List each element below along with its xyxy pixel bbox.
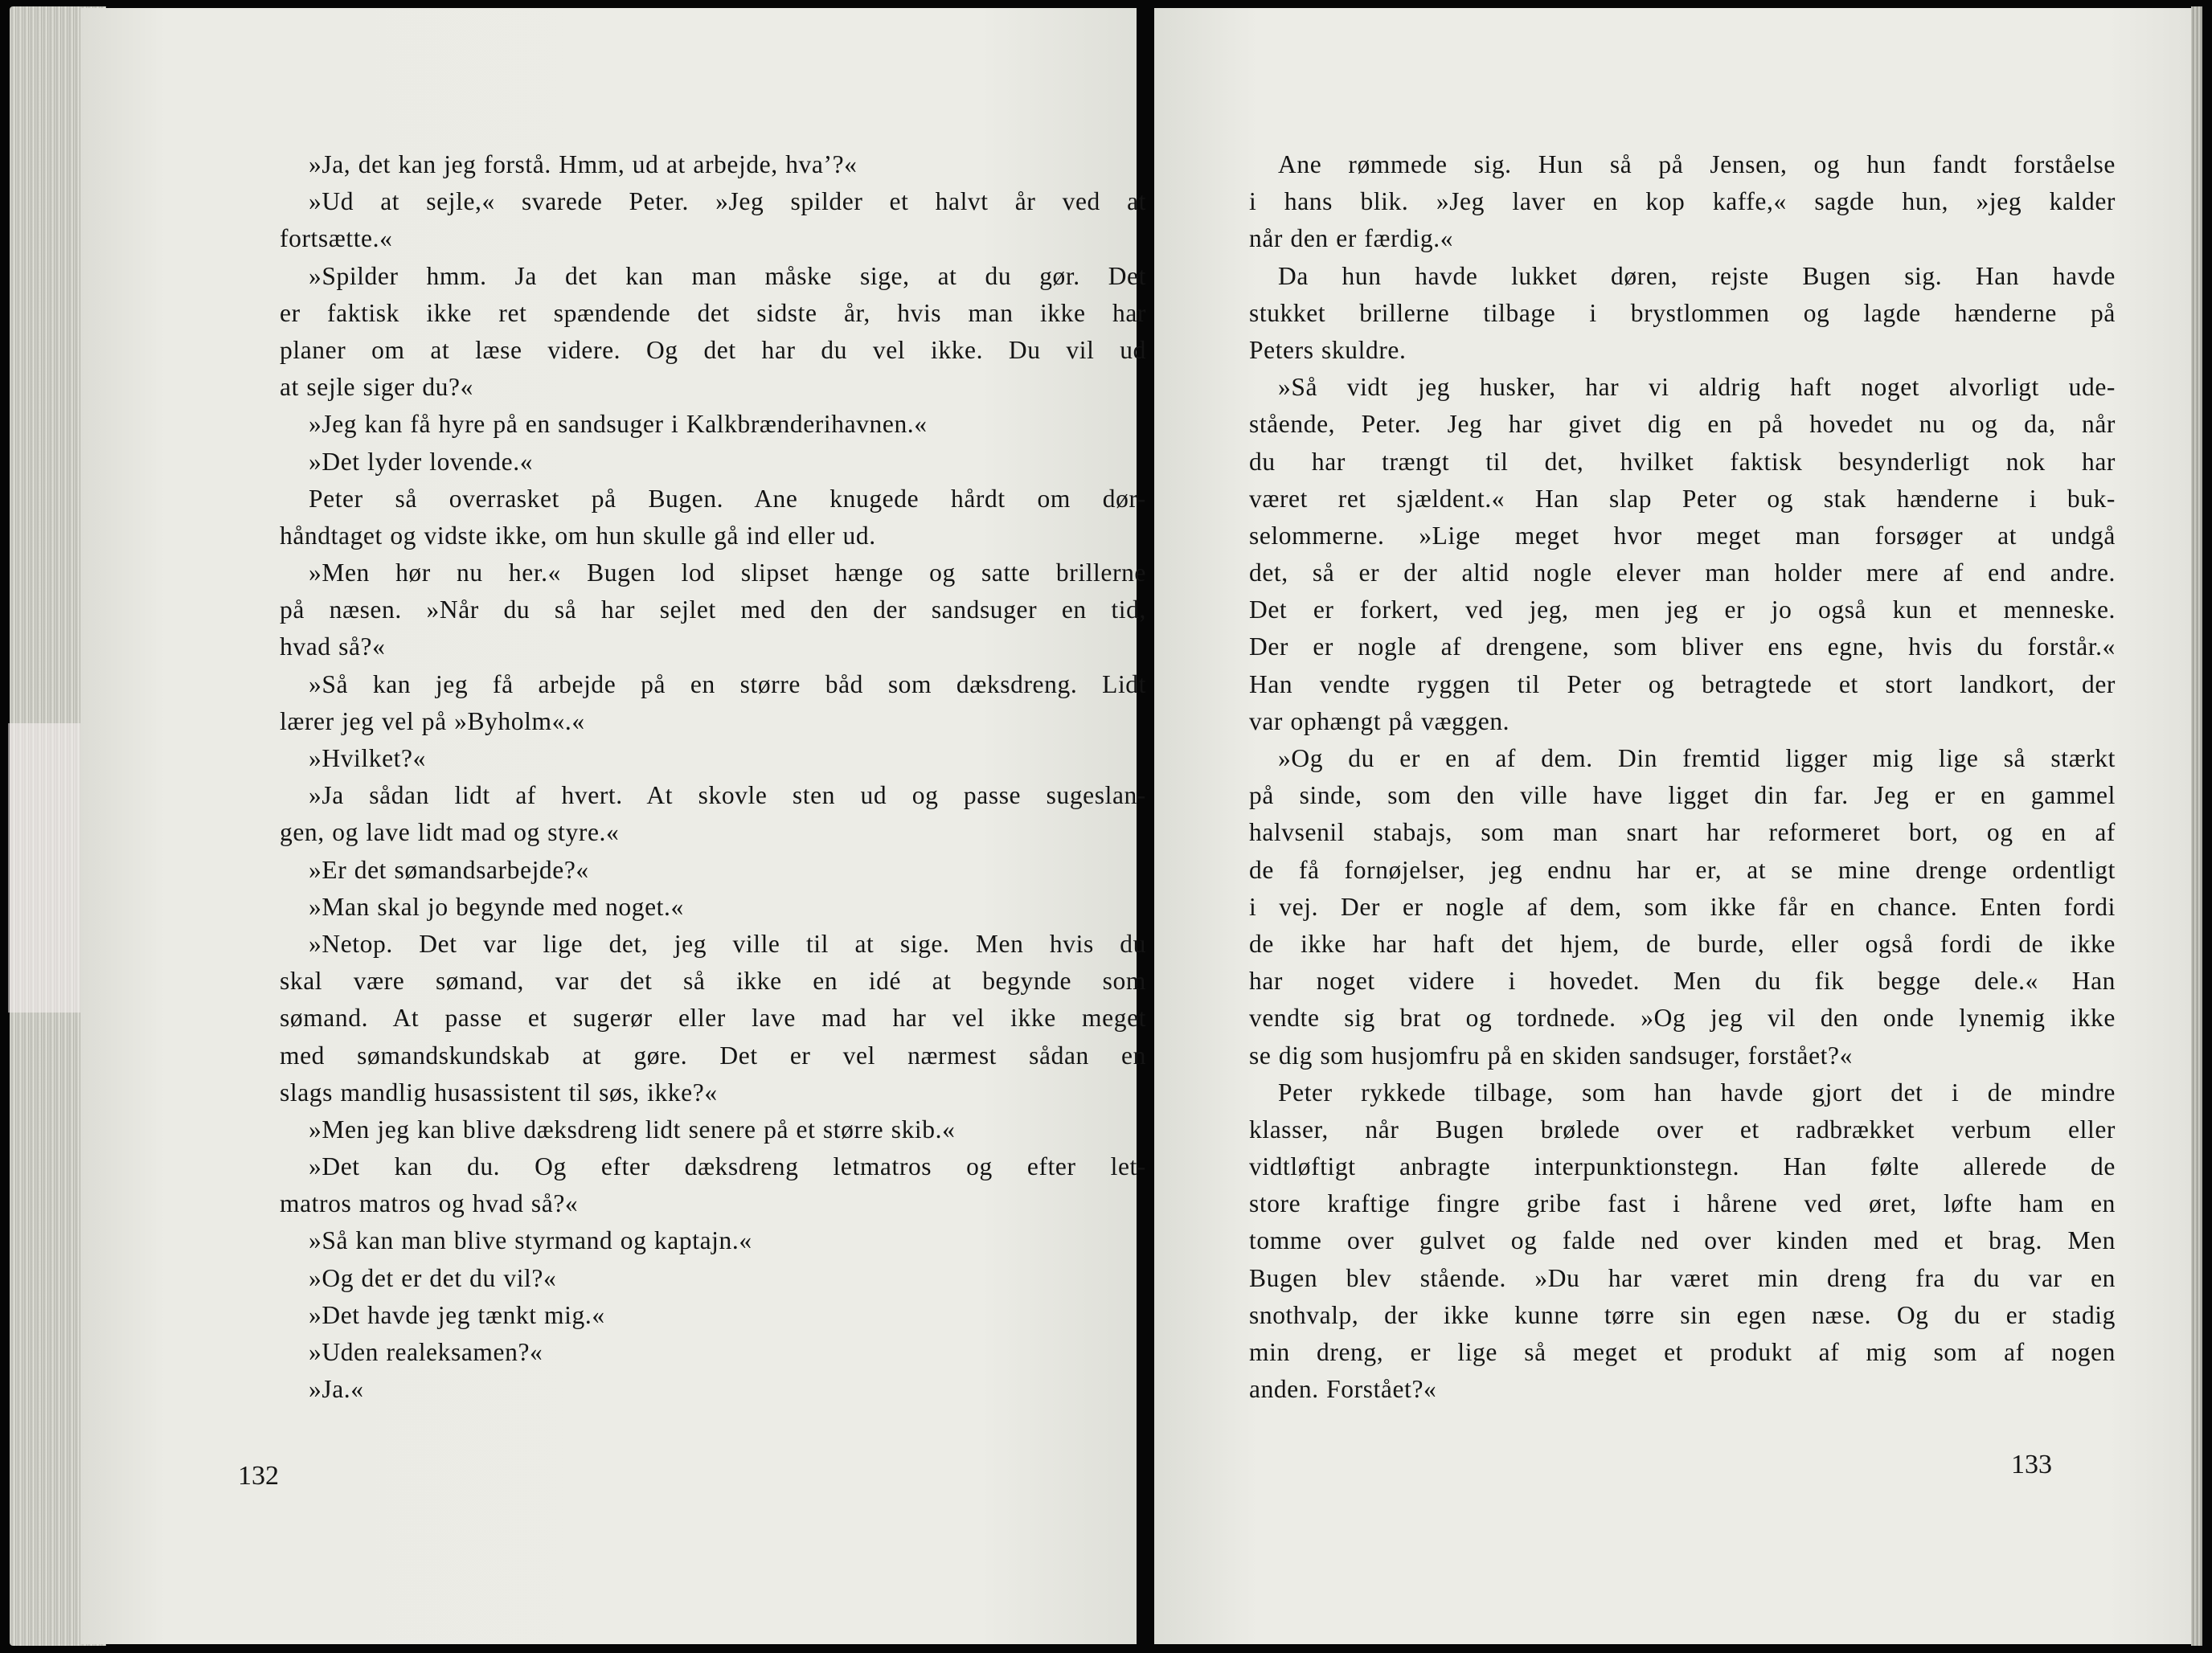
text-line: slags mandlig husassistent til søs, ikke?« (280, 1078, 718, 1107)
text-line: vendte sig brat og tordnede. »Og jeg vil den onde lynemig ikke (1249, 1004, 2116, 1033)
text-line: på næsen. »Når du så har sejlet med den der sandsuger en tid, (280, 595, 1146, 624)
text-line: »Det havde jeg tænkt mig.« (309, 1300, 605, 1329)
text-line: »Uden realeksamen?« (309, 1338, 543, 1366)
text-line: med sømandskundskab at gøre. Det er vel nærmest sådan en (280, 1041, 1146, 1070)
text-line: »Ja, det kan jeg forstå. Hmm, ud at arbejde, hva’?« (309, 150, 858, 178)
text-line: planer om at læse videre. Og det har du vel ikke. Du vil ud (280, 335, 1146, 364)
text-line: »Men hør nu her.« Bugen lod slipset hænge og satte brillerne (309, 559, 1146, 587)
text-line: Peter rykkede tilbage, som han havde gjort det i de mindre (1278, 1078, 2116, 1107)
text-line: de få fornøjelser, jeg endnu har er, at se mine drenge ordentligt (1249, 855, 2116, 884)
text-line: se dig som husjomfru på en skiden sandsuger, forstået?« (1249, 1041, 1853, 1070)
text-line: stående, Peter. Jeg har givet dig en på hovedet nu og da, når (1249, 410, 2116, 439)
text-line: det, så er der altid nogle elever man holder mere af end andre. (1249, 559, 2116, 587)
text-line: Der er nogle af drengene, som bliver ens egne, hvis du forstår.« (1249, 632, 2116, 661)
text-line: »Spilder hmm. Ja det kan man måske sige, at du gør. Det (309, 261, 1146, 290)
text-line: »Og det er det du vil?« (309, 1263, 557, 1292)
text-line: er faktisk ikke ret spændende det sidste år, hvis man ikke har (280, 298, 1146, 327)
text-line: lærer jeg vel på »Byholm«.« (280, 706, 585, 735)
text-line: min dreng, er lige så meget et produkt af mig som af nogen (1249, 1338, 2116, 1366)
text-line: fortsætte.« (280, 224, 393, 253)
text-line: halvsenil stabajs, som man snart har reformeret bort, og en af (1249, 818, 2116, 847)
text-line: gen, og lave lidt mad og styre.« (280, 818, 620, 847)
text-line: »Det lyder lovende.« (309, 447, 534, 476)
text-line: »Ja.« (309, 1375, 364, 1404)
text-line: »Man skal jo begynde med noget.« (309, 892, 684, 921)
text-line: »Det kan du. Og efter dæksdreng letmatros og efter let- (309, 1152, 1146, 1181)
left-page-text (280, 146, 1146, 1408)
text-line: været ret sjældent.« Han slap Peter og stak hænderne i buk- (1249, 484, 2116, 513)
text-line: stukket brillerne tilbage i brystlommen og lagde hænderne på (1249, 298, 2116, 327)
text-line: »Netop. Det var lige det, jeg ville til at sige. Men hvis du (309, 929, 1146, 958)
right-page-edge (2191, 6, 2202, 1646)
text-line: at sejle siger du?« (280, 373, 473, 402)
text-line: »Ja sådan lidt af hvert. At skovle sten ud og passe sugeslan- (309, 781, 1146, 810)
text-line: skal være sømand, var det så ikke en idé at begynde som (280, 967, 1146, 996)
text-line: anden. Forstået?« (1249, 1375, 1437, 1404)
right-page-text (1249, 146, 2116, 1408)
right-page (1154, 8, 2191, 1644)
text-line: Da hun havde lukket døren, rejste Bugen sig. Han havde (1278, 261, 2116, 290)
text-line: håndtaget og vidste ikke, om hun skulle gå ind eller ud. (280, 521, 876, 550)
text-line: hvad så?« (280, 632, 386, 661)
left-page-number: 132 (238, 1461, 279, 1491)
text-line: i hans blik. »Jeg laver en kop kaffe,« sagde hun, »jeg kalder (1249, 187, 2116, 216)
text-line: de ikke har haft det hjem, de burde, eller også fordi de ikke (1249, 929, 2116, 958)
text-line: store kraftige fingre gribe fast i hårene ved øret, løfte ham en (1249, 1189, 2116, 1218)
text-line: du har trængt til det, hvilket faktisk besynderligt nok har (1249, 447, 2116, 476)
text-line: »Men jeg kan blive dæksdreng lidt senere på et større skib.« (309, 1115, 956, 1144)
text-line: sømand. At passe et sugerør eller lave mad har vel ikke meget (280, 1004, 1146, 1033)
text-line: »Så kan jeg få arbejde på en større båd som dæksdreng. Lidt (309, 669, 1146, 698)
text-line: var ophængt på væggen. (1249, 706, 1510, 735)
text-line: snothvalp, der ikke kunne tørre sin egen næse. Og du er stadig (1249, 1300, 2116, 1329)
text-line: Det er forkert, ved jeg, men jeg er jo også kun et menneske. (1249, 595, 2116, 624)
text-line: tomme over gulvet og falde ned over kinden med et brag. Men (1249, 1226, 2116, 1255)
text-line: har noget videre i hovedet. Men du fik begge dele.« Han (1249, 967, 2116, 996)
text-line: når den er færdig.« (1249, 224, 1454, 253)
text-line: Peters skuldre. (1249, 335, 1407, 364)
text-line: Han vendte ryggen til Peter og betragtede et stort landkort, der (1249, 669, 2116, 698)
text-line: klasser, når Bugen brølede over et radbrækket verbum eller (1249, 1115, 2116, 1144)
text-line: matros matros og hvad så?« (280, 1189, 579, 1218)
text-line: »Jeg kan få hyre på en sandsuger i Kalkbrænderihavnen.« (309, 410, 928, 439)
text-line: »Er det sømandsarbejde?« (309, 855, 589, 884)
text-line: Bugen blev stående. »Du har været min dreng fra du var en (1249, 1263, 2116, 1292)
right-page-number: 133 (2011, 1450, 2052, 1479)
text-line: Ane rømmede sig. Hun så på Jensen, og hun fandt forståelse (1278, 150, 2116, 178)
text-line: »Og du er en af dem. Din fremtid ligger mig lige så stærkt (1278, 744, 2116, 772)
text-line: Peter så overrasket på Bugen. Ane knugede hårdt om dør- (309, 484, 1146, 513)
text-line: »Hvilket?« (309, 744, 426, 772)
text-line: selommerne. »Lige meget hvor meget man forsøger at undgå (1249, 521, 2116, 550)
text-line: »Så kan man blive styrmand og kaptajn.« (309, 1226, 752, 1255)
text-line: »Ud at sejle,« svarede Peter. »Jeg spilder et halvt år ved at (309, 187, 1146, 216)
left-page (80, 8, 1146, 1644)
text-line: i vej. Der er nogle af dem, som ikke får en chance. Enten fordi (1249, 892, 2116, 921)
text-line: vidtløftigt anbragte interpunktionstegn. Han følte allerede de (1249, 1152, 2116, 1181)
text-line: på sinde, som den ville have ligget din far. Jeg er en gammel (1249, 781, 2116, 810)
text-line: »Så vidt jeg husker, har vi aldrig haft noget alvorligt ude- (1278, 373, 2116, 402)
